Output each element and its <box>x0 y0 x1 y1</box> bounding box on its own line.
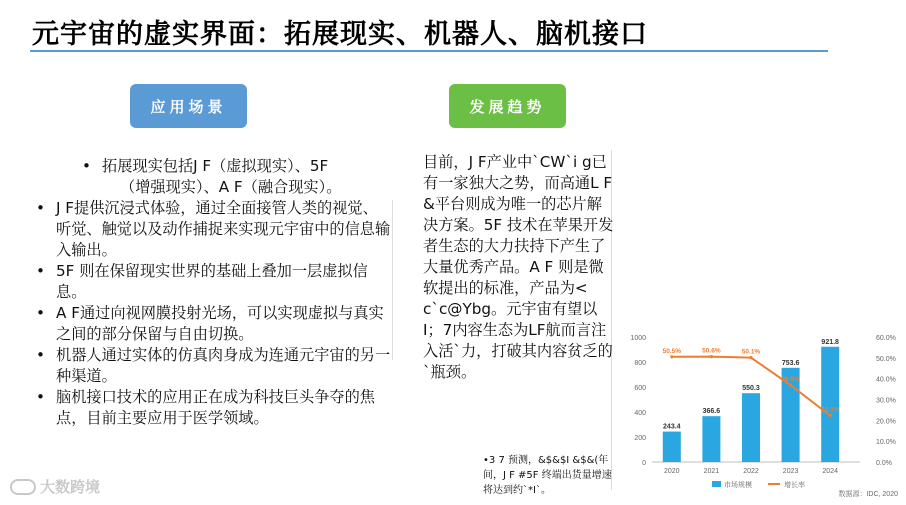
y-tick-label: 400 <box>634 410 646 417</box>
bar <box>702 416 720 462</box>
list-item <box>32 156 392 198</box>
column-divider <box>392 200 393 360</box>
watermark-text: 大数跨境 <box>40 478 101 496</box>
y-tick-label: 600 <box>634 385 646 392</box>
watermark-logo-icon <box>10 479 36 495</box>
list-item-text: J F提供沉浸式体验，通过全面接管人类的视觉、听觉、触觉以及动作捕捉来实现元宇宙中的信息输入输出。 <box>56 199 391 259</box>
y2-tick-label: 60.0% <box>876 335 896 342</box>
application-list <box>32 156 392 429</box>
trend-paragraph: 目前，J F产业中`CW`i g已有一家独大之势，而高通L F &平台则成为唯一的芯片解决方案。5F 技术在苹果开发者生态的大力扶持下产生了大量优秀产品。A F 则是微软提出的标准，产品为< c`c@Ybg。元宇宙有望以I；7内容生态为LF航而言注入活`力，打破其内容贫乏的`瓶颈。 <box>423 153 614 381</box>
x-tick-label: 2022 <box>743 468 759 475</box>
list-item <box>32 387 392 429</box>
y-tick-label: 200 <box>634 435 646 442</box>
y2-tick-label: 10.0% <box>876 439 896 447</box>
list-item-text: A F通过向视网膜投射光场，可以实现虚拟与真实之间的部分保留与自由切换。 <box>56 304 384 343</box>
market-chart <box>612 325 902 500</box>
bullet-icon: • <box>36 346 45 364</box>
legend-swatch-bars <box>712 481 721 487</box>
y-tick-label: 0 <box>642 460 646 467</box>
bar <box>821 347 839 462</box>
growth-value-label: 50.5% <box>662 347 682 355</box>
growth-point <box>789 384 792 387</box>
growth-value-label: 22.3% <box>820 406 840 414</box>
bar-value-label: 366.6 <box>702 408 721 416</box>
x-tick-label: 2023 <box>782 468 799 475</box>
chart-source: 数据源：IDC, 2020 <box>838 491 898 498</box>
y-tick-label: 800 <box>634 360 646 367</box>
x-tick-label: 2020 <box>664 468 680 475</box>
growth-point <box>670 355 673 358</box>
bullet-icon: • <box>36 388 45 406</box>
bar-value-label: 243.4 <box>663 423 681 431</box>
list-item-text: 拓展现实包括J F（虚拟现实）、5F <box>102 157 329 175</box>
bar <box>742 393 760 462</box>
x-tick-label: 2024 <box>822 468 838 475</box>
list-item-text: 5F 则在保留现实世界的基础上叠加一层虚拟信息。 <box>56 262 368 301</box>
growth-point <box>710 355 713 358</box>
y2-tick-label: 30.0% <box>876 397 896 405</box>
y2-tick-label: 50.0% <box>876 355 896 363</box>
forecast-note: •3 7 预测，&$&$I &$&(年间，J F #5F 终端出货量增速将达到约`*I`。 <box>483 455 612 496</box>
bullet-icon: • <box>36 304 45 322</box>
growth-value-label: 36.9% <box>781 376 800 384</box>
bullet-icon: • <box>36 262 45 280</box>
list-item-text: （增强现实）、A F（融合现实）。 <box>120 178 342 196</box>
list-item-text: 机器人通过实体的仿真肉身成为连通元宇宙的另一种渠道。 <box>56 346 391 385</box>
list-item <box>32 198 392 261</box>
bar-value-label: 921.8 <box>821 338 839 346</box>
page-title: 元宇宙的虚实界面：拓展现实、机器人、脑机接口 <box>32 19 648 50</box>
bar <box>663 432 681 462</box>
bullet-icon: • <box>82 157 91 175</box>
growth-point <box>829 414 832 417</box>
y-tick-label: 1000 <box>630 335 646 342</box>
x-tick-label: 2021 <box>703 468 720 475</box>
watermark <box>10 476 100 497</box>
title-underline <box>30 50 828 52</box>
bullet-icon: • <box>36 199 45 217</box>
apply-scenarios-button[interactable]: 应用场景 <box>130 84 247 128</box>
list-item <box>32 303 392 345</box>
list-item <box>32 261 392 303</box>
growth-point <box>749 356 752 359</box>
y2-tick-label: 0.0% <box>876 460 892 467</box>
list-item <box>32 345 392 387</box>
growth-value-label: 50.6% <box>702 347 721 355</box>
legend-label: 增长率 <box>784 482 805 489</box>
bar-value-label: 753.6 <box>781 359 800 367</box>
trend-button[interactable]: 发展趋势 <box>449 84 566 128</box>
y2-tick-label: 20.0% <box>876 418 896 426</box>
list-item-text: 脑机接口技术的应用正在成为科技巨头争夺的焦点，目前主要应用于医学领域。 <box>56 388 375 427</box>
bar-value-label: 550.3 <box>742 385 760 393</box>
growth-value-label: 50.1% <box>741 348 761 356</box>
y2-tick-label: 40.0% <box>876 376 896 384</box>
legend-label: 市场规模 <box>724 482 752 489</box>
